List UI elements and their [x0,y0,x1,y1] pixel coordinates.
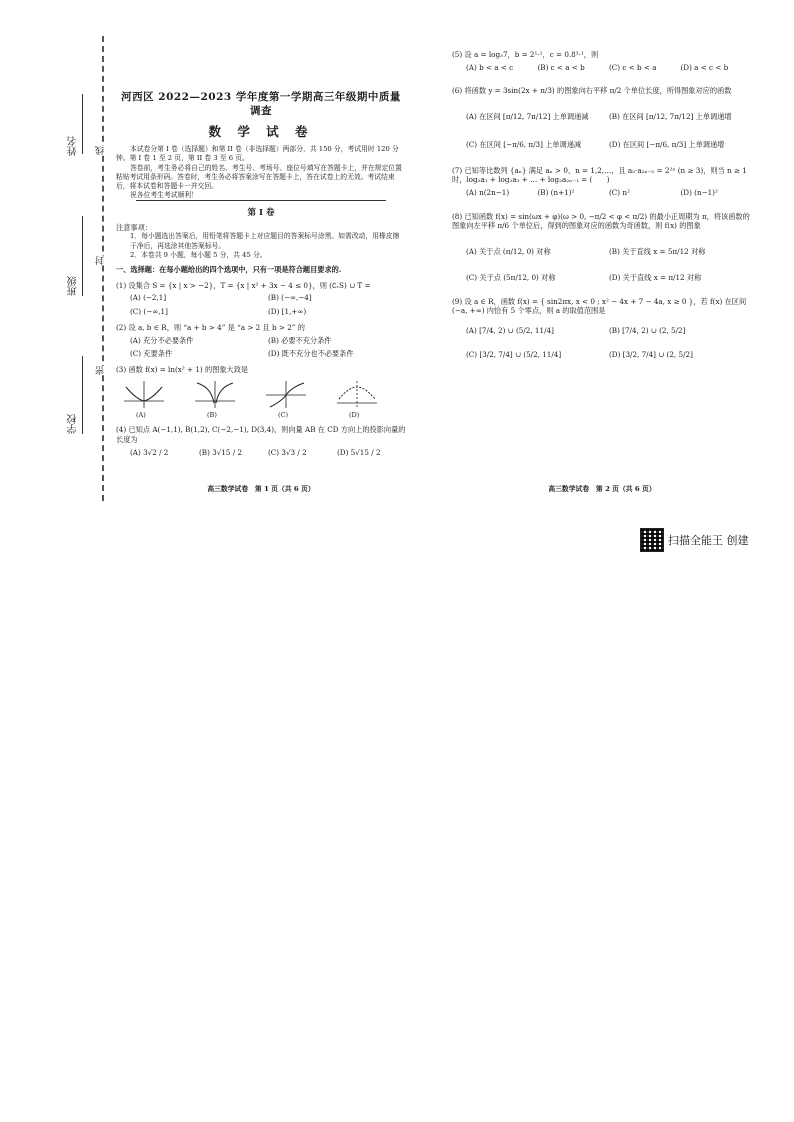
option-a: (A) [7/4, 2) ∪ (5/2, 11/4] [466,326,554,336]
intro-wish: 祝各位考生考试顺利！ [130,191,198,200]
class-blank [82,216,84,296]
question-5 [452,50,752,72]
option-c: (C) n² [609,188,630,198]
qr-code-icon [640,528,664,552]
options [452,112,752,149]
option-d: (D) 关于直线 x = π/12 对称 [609,272,702,282]
option-b: (B) 在区间 [π/12, 7π/12] 上单调递增 [609,112,732,122]
question-number: (8) [452,211,463,221]
question-number: (4) [116,425,127,435]
options [452,247,752,282]
graph-a-figure [122,379,166,409]
note-item: 1．每小题选出答案后，用铅笔将答题卡上对应题目的答案标号涂黑。如需改动，用橡皮擦干净后，再选涂其他答案标号。 [130,232,400,250]
option-a: (A) b < a < c [466,62,514,72]
option-c: (C) c < b < a [609,62,657,72]
cut-mark-feng: 封 [96,256,106,265]
option-b: (B) 必要不充分条件 [268,335,332,345]
option-a: (A) 在区间 [π/12, 7π/12] 上单调递减 [466,112,589,122]
options [452,188,752,198]
graph-options [116,379,406,420]
graph-option-b [193,379,264,420]
option-d: (D) [1,+∞) [268,307,307,317]
question-stem: 将函数 y = 3sin(2x + π/3) 的图象向右平移 π/2 个单位长度，所得图象对应的函数 [464,86,732,96]
question-number: (7) [452,165,463,175]
options [116,293,406,316]
school-blank [82,356,84,434]
cut-mark-xian: 线 [96,146,106,155]
option-a: (A) 关于点 (π/12, 0) 对称 [466,247,551,257]
question-number: (5) [452,50,463,59]
option-c: (C) 3√3 / 2 [268,447,307,457]
exam-title: 河西区 2022—2023 学年度第一学期高三年级期中质量调查 [121,91,401,118]
question-4 [116,425,406,457]
question-9 [452,297,752,360]
question-number: (3) [116,364,127,374]
section-title: 第 I 卷 [247,208,275,219]
graph-option-a [122,379,193,420]
exam-page-2 [452,50,752,360]
option-b: (B) 3√15 / 2 [199,447,243,457]
school-label: 学校 [68,414,79,434]
question-stem: 设集合 S = {x | x > −2}，T = {x | x² + 3x − 4 ≤ 0}，则 (∁ᵣS) ∪ T = [128,280,371,290]
question-1 [116,281,406,317]
exam-page-1 [116,44,406,458]
cut-mark-mi: 密 [96,366,106,375]
option-d: (D) (n−1)² [680,188,718,198]
option-a: (A) 充分不必要条件 [130,335,194,345]
graph-d-figure [335,379,379,409]
name-label: 姓名 [68,136,79,156]
binding-margin [62,36,112,506]
options [452,63,752,73]
options [116,448,406,458]
page-footer-1: 高三数学试卷 第 1 页（共 6 页） [207,485,315,493]
name-blank [82,94,84,154]
question-3 [116,365,406,419]
option-d: (D) 5√15 / 2 [337,447,381,457]
graph-label: (B) [207,410,217,419]
intro-paragraph: 本试卷分第 I 卷（选择题）和第 II 卷（非选择题）两部分，共 150 分，考试用时 120 分钟。第 I 卷 1 至 2 页，第 II 卷 3 至 6 页。 [116,145,399,163]
option-b: (B) 关于直线 x = 5π/12 对称 [609,247,706,257]
graph-label: (A) [136,410,146,419]
note-item: 2．本卷共 9 小题，每小题 5 分，共 45 分。 [130,250,267,259]
question-number: (2) [116,322,127,332]
option-c: (C) (−∞,1] [130,307,168,317]
section-divider [136,200,386,201]
option-a: (A) n(2n−1) [466,188,510,198]
option-a: (A) (−2,1] [130,293,167,303]
graph-label: (C) [278,410,289,419]
question-stem: 设 a = log₃7，b = 2¹·¹，c = 0.8³·¹，则 [464,50,599,59]
question-stem: 函数 f(x) = ln(x² + 1) 的图象大致是 [128,364,249,374]
question-stem: 设 a, b ∈ R，则 “a + b > 4” 是 “a > 2 且 b > 2” 的 [128,322,305,332]
option-c: (C) [3/2, 7/4] ∪ (5/2, 11/4] [466,349,562,359]
part-heading: 一、选择题：在每小题给出的四个选项中，只有一项是符合题目要求的. [116,264,342,274]
question-6 [452,86,752,149]
option-d: (D) [3/2, 7/4] ∪ (2, 5/2] [609,349,693,359]
option-d: (D) 在区间 [−π/6, π/3] 上单调递增 [609,139,725,149]
option-b: (B) [7/4, 2) ∪ (2, 5/2] [609,326,686,336]
graph-label: (D) [349,410,360,419]
option-d: (D) a < c < b [680,62,729,72]
question-stem: 已知函数 f(x) = sin(ωx + φ)(ω > 0, −π/2 < φ < π/2) 的最小正周期为 π，将该函数的图象向左平移 π/6 个单位后，得到的图象对应的函数为奇函数，则 f(x) 的图象 [452,211,750,231]
question-7 [452,166,752,198]
option-c: (C) 充要条件 [130,349,173,359]
option-c: (C) 关于点 (5π/12, 0) 对称 [466,272,556,282]
notes-heading: 注意事项： [116,222,152,232]
question-number: (1) [116,280,127,290]
question-stem: 设 a ∈ R，函数 f(x) = { sin2πx, x < 0 ; x² − 4x + 7 − 4a, x ≥ 0 }，若 f(x) 在区间 (−a, +∞) 内恰有 5 个零点，则 a 的取值范围是 [452,296,747,316]
graph-c-figure [264,379,308,409]
option-b: (B) (−∞,−4] [268,293,312,303]
cut-line [102,36,104,501]
question-2 [116,323,406,359]
subject-title: 数 学 试 卷 [208,124,314,140]
option-b: (B) c < a < b [537,62,585,72]
question-stem: 已知点 A(−1,1), B(1,2), C(−2,−1), D(3,4)，则向量 AB 在 CD 方向上的投影向量的长度为 [116,425,406,445]
option-c: (C) 在区间 [−π/6, π/3] 上单调递减 [466,139,582,149]
question-number: (9) [452,296,463,306]
graph-option-d [335,379,406,420]
question-number: (6) [452,86,463,96]
intro-paragraph: 答卷前，考生务必将自己的姓名、考生号、考场号、座位号填写在答题卡上，并在规定位置粘贴考试用条形码。答卷时，考生务必将答案涂写在答题卡上，答在试卷上的无效。考试结束后，将本试卷和答题卡一并交回。 [116,163,402,190]
options [452,326,752,359]
question-8 [452,212,752,283]
scanner-watermark [640,528,749,552]
graph-option-c [264,379,335,420]
options [116,336,406,359]
option-b: (B) (n+1)² [537,188,575,198]
watermark-text: 扫描全能王 创建 [668,534,749,547]
option-a: (A) 3√2 / 2 [130,447,169,457]
page-footer-2: 高三数学试卷 第 2 页（共 6 页） [548,485,656,493]
question-stem: 已知等比数列 {aₙ} 满足 aₙ > 0，n = 1,2,…，且 a₅·a₂ₙ₋₅ = 2²ⁿ (n ≥ 3)，则当 n ≥ 1 时，log₂a₁ + log₂a₃ + … + log₂a₂ₙ₋₁ = ( ) [452,165,747,185]
graph-b-figure [193,379,237,409]
class-label: 班级 [68,276,79,296]
option-d: (D) 既不充分也不必要条件 [268,349,354,359]
